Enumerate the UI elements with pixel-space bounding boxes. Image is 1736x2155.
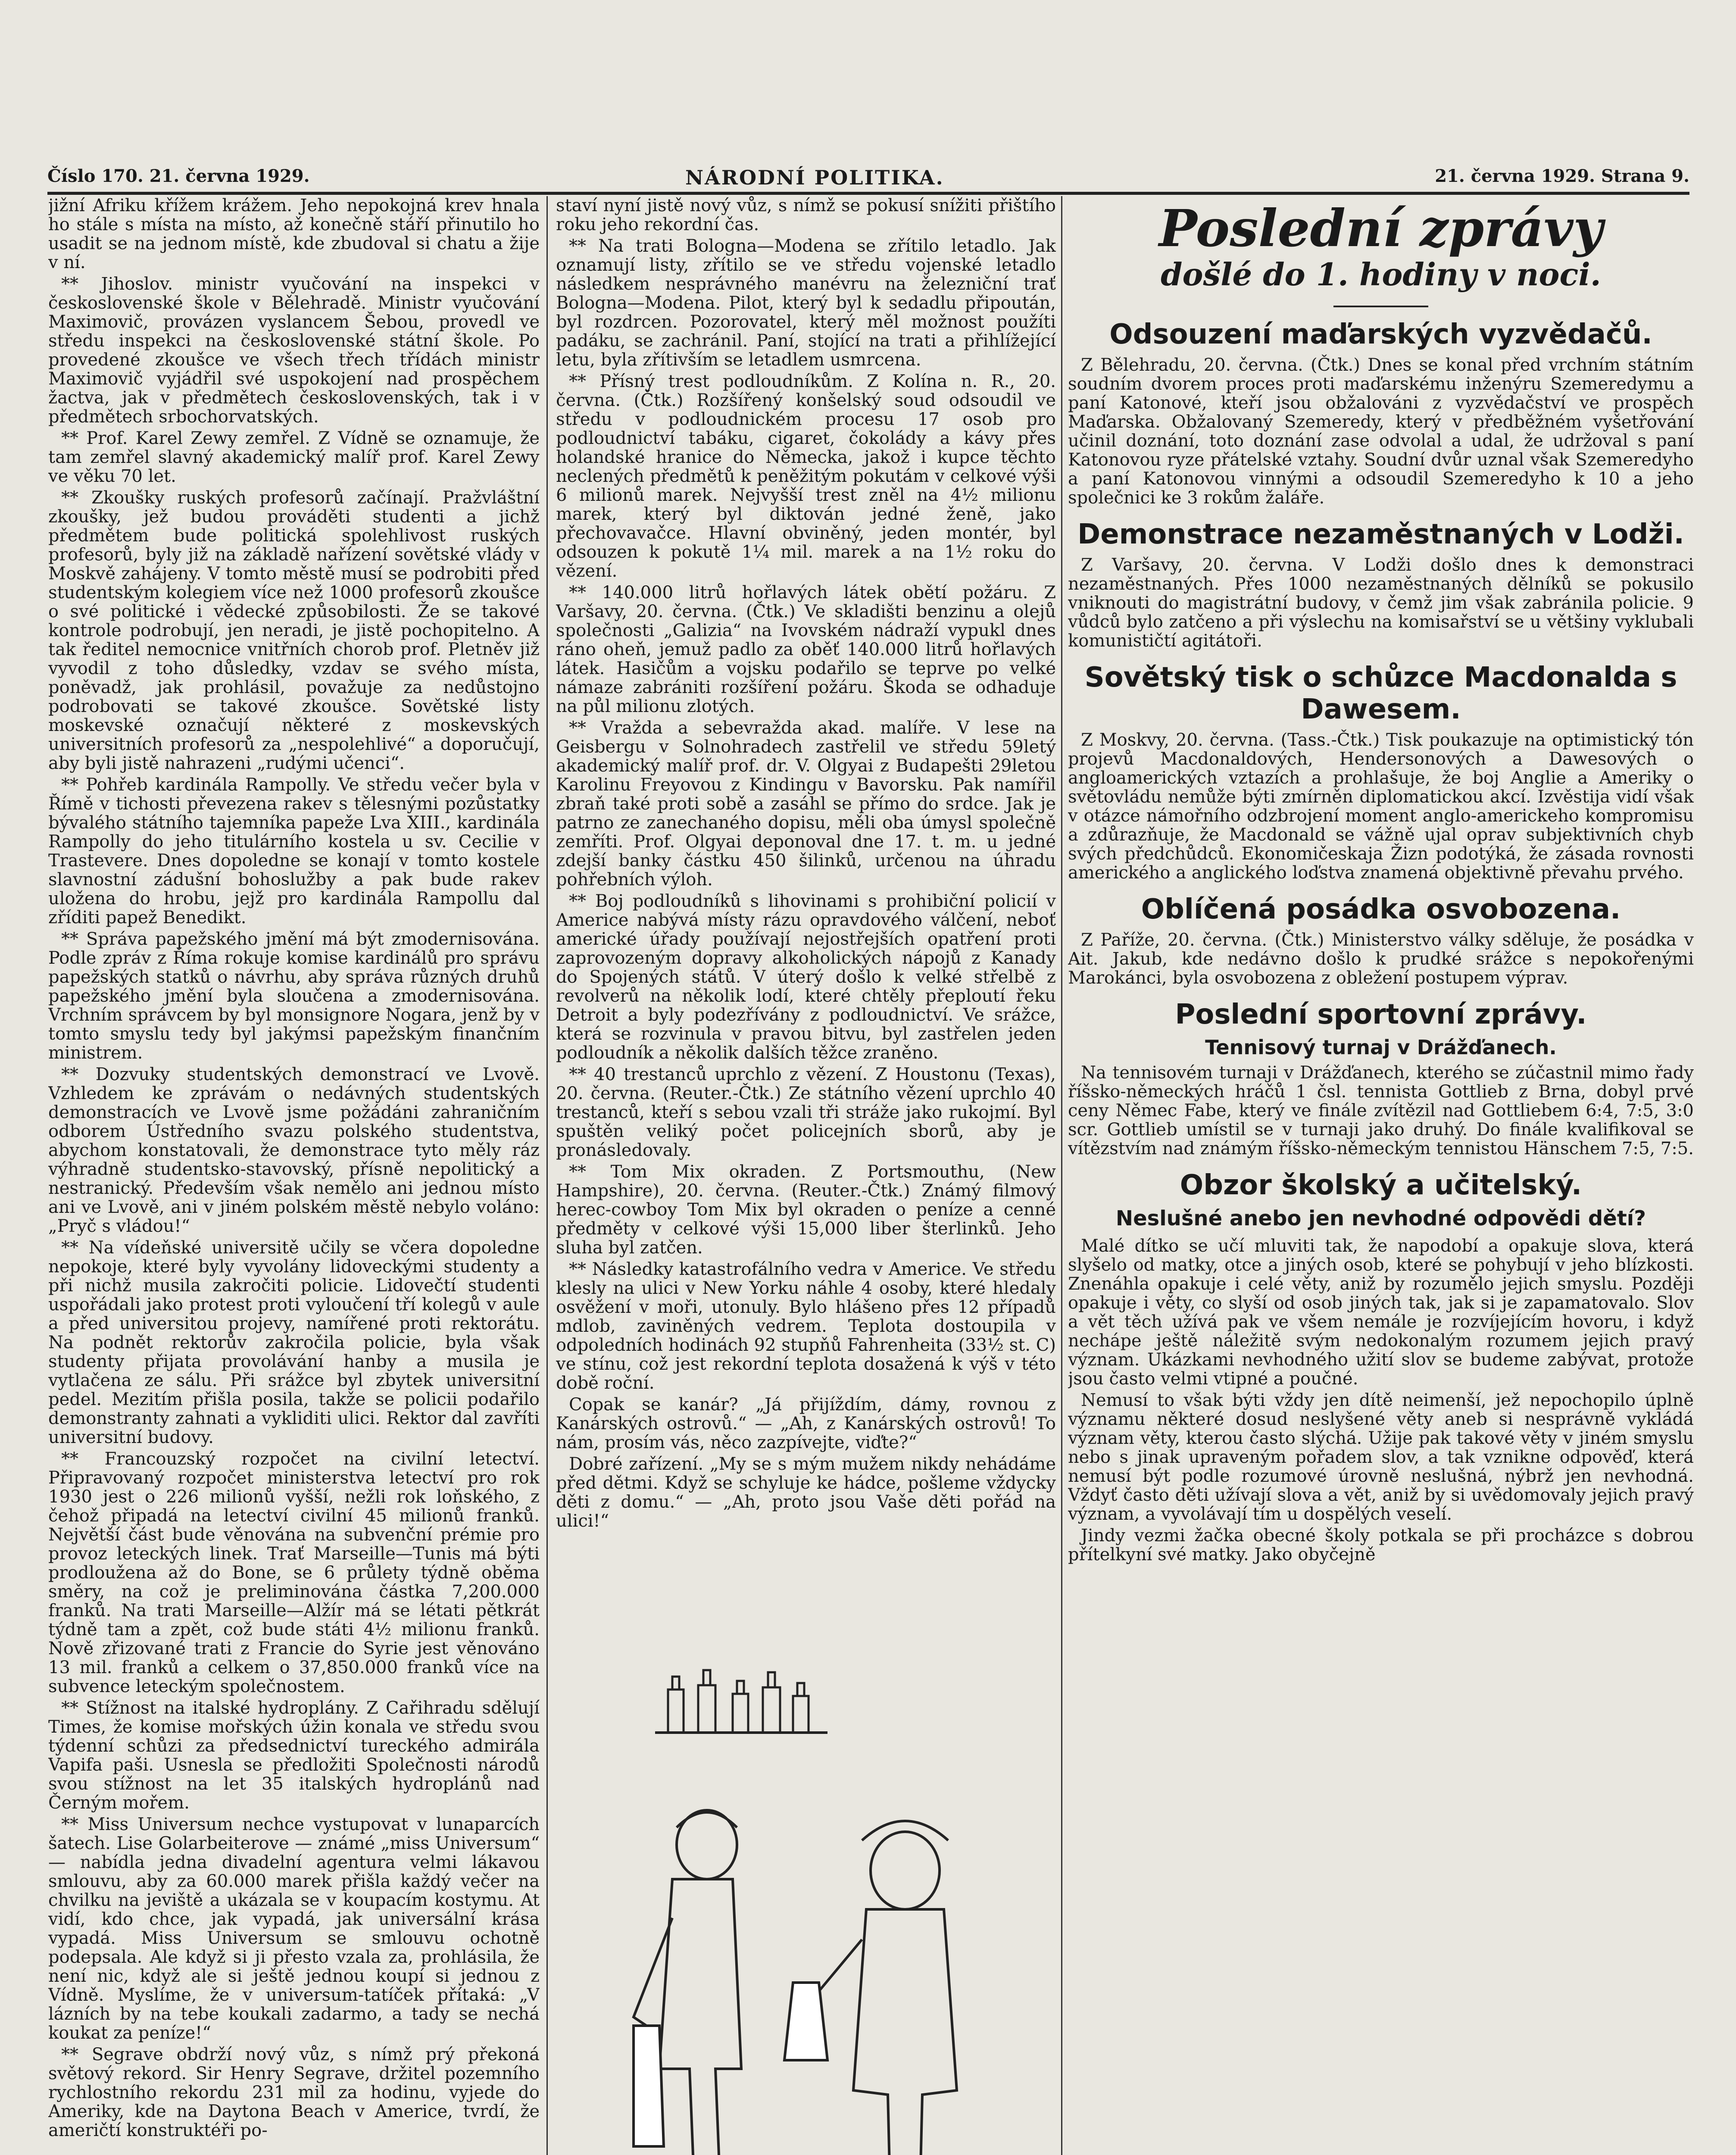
column-2: [556, 196, 1056, 1627]
article-title: Poslední sportovní zprávy.: [1175, 999, 1587, 1031]
article-paragraph: ** Pohřeb kardinála Rampolly. Ve středu večer byla v Římě v tichosti převezena rakev s tělesnými pozůstatky bývalého státního tajemníka papeže Lva XIII., kardinála Rampolly do jeho titulárního kostela u sv. Cecilie v Trastevere. Dnes dopoledne se konají v tomto kostele slavnostní zádušní bohoslužby a pak bude rakev uložena do hrobu, jejž pro kardinála Rampollu dal zříditi papež Benedikt.: [48, 775, 540, 928]
article-paragraph: Na tennisovém turnaji v Drážďanech, kterého se zúčastnil mimo řady říšsko-německých hráčů 1 čsl. tennista Gottlieb z Brna, dobyl prvé ceny Němec Fabe, který ve finále zvítězil nad Gottliebem 6:4, 7:5, 3:0 scr. Gottlieb umístil se v turnaji jako druhý. Do finále kvalifikoval se vítězstvím nad známým říšsko-německým tennistou Hänschem 7:5, 7:5.: [1068, 1063, 1694, 1159]
article-paragraph: Copak se kanár? „Já přijíždím, dámy, rovnou z Kanárských ostrovů.“ — „Ah, z Kanárských ostrovů! To nám, prosím vás, něco zazpívejte, viďte?“: [556, 1395, 1056, 1452]
cartoon-illustration: [560, 1638, 1052, 2155]
article-title: Demonstrace nezaměstnaných v Lodži.: [1077, 518, 1684, 550]
column-1: [48, 196, 540, 2155]
article-paragraph: ** Segrave obdrží nový vůz, s nímž prý překoná světový rekord. Sir Henry Segrave, držitel pozemního rychlostního rekordu 231 mil za hodinu, vyjede do Ameriky, kde na Daytona Beach v Americe, tvrdí, že američtí konstruktéři po-: [48, 2045, 540, 2140]
article-paragraph: ** Vražda a sebevražda akad. malíře. V lese na Geisbergu v Solnohradech zastřelil ve středu 59letý akademický malíř prof. dr. V. Olgyai z Budapešti 29letou Karolinu Freyovou z Kindingu v Bavorsku. Pak namířil zbraň také proti sobě a zasáhl se přímo do srdce. Jak je patrno ze zanechaného dopisu, měli oba úmysl společně zemříti. Prof. Olgyai deponoval dne 17. t. m. u jedné zdejší banky částku 450 šilinků, určenou na úhradu pohřebních výloh.: [556, 718, 1056, 890]
article-paragraph: ** Miss Universum nechce vystupovat v lunaparcích šatech. Lise Golarbeiterove — známé „miss Universum“ — nabídla jedna divadelní agentura velmi lákavou smlouvu, aby za 60.000 marek přišla každý večer na chvilku na jeviště a ukázala se v koupacím kostymu. At vidí, kdo chce, jak vypadá, jak universální krása vypadá. Miss Universum se smlouvu ochotně podepsala. Ale když si ji přesto vzala za, prohlásila, že není nic, když ale si ještě jednou koupí si jednou z Vídně. Myslíme, že v universum-tatíček přítaká: „V lázních by na tebe koukali zadarmo, a tady se nechá koukat za peníze!“: [48, 1815, 540, 2043]
article-paragraph: ** Na vídeňské universitě učily se včera dopoledne nepokoje, které byly vyvolány lidoveckými studenty a při nichž musila zakročiti policie. Lidovečtí studenti uspořádali jako protest proti vyloučení tří kolegů v aule a před universitou projevy, namířené proti rektorátu. Na podnět rektorův zakročila policie, byla však studenty přijata provolávání hanby a musila je vytlačena ze sálu. Při srážce byl zbytek universitní pedel. Mezitím přišla posila, takže se policii podařilo demonstranty zahnati a vykliditi ulici. Rektor dal zavříti universitní budovy.: [48, 1238, 540, 1447]
article-paragraph: ** Zkoušky ruských profesorů začínají. Pražvláštní zkoušky, jež budou prováděti studenti a jichž předmětem bude politická spolehlivost ruských profesorů, byly již na základě nařízení sovětské vlády v Moskvě zahájeny. V tomto městě musí se podrobiti před studentským kolegiem více než 1000 profesorů zkoušce o své politické i vědecké způsobilosti. Že se takové kontrole podrobují, jen neradi, je jistě pochopitelno. A tak ředitel nemocnice vnitřních chorob prof. Pletněv již vyvodil z toho důsledky, vzdav se svého místa, poněvadž, jak prohlásil, považuje za nedůstojno podrobovati se takové zkoušce. Sovětské listy moskevské označují některé z moskevských universitních profesorů za „nespolehlivé“ a doporučují, aby byli jistě nahrazeni „rudými učenci“.: [48, 488, 540, 773]
article-paragraph: ** Správa papežského jmění má být zmodernisována. Podle zpráv z Říma rokuje komise kardinálů pro správu papežských statků o návrhu, aby správa různých druhů papežského jmění byla sloučena a zmodernisována. Vrchním správcem by byl monsignore Nogara, jenž by v tomto smyslu tedy byl jakýmsi papežským finančním ministrem.: [48, 929, 540, 1063]
title-divider: [1333, 306, 1428, 307]
article-paragraph: Malé dítko se učí mluviti tak, že napodobí a opakuje slova, která slyšelo od matky, otce a jiných osob, které se pohybují v jeho blízkosti. Znenáhla opakuje i celé věty, aniž by rozumělo jejich smyslu. Později opakuje i věty, co slyší od osob jiných tak, jak si je zapamatovalo. Slov a vět těch užívá pak ve všem nemále je rozvíjejícím hovoru, i když nechápe ještě náležitě svým nedokonalým rozumem jejich pravý význam. Ukázkami nevhodného užití slov se budeme zabývat, protože jsou často velmi vtipné a poučné.: [1068, 1236, 1694, 1389]
article-title: Odsouzení maďarských vyzvědačů.: [1109, 319, 1652, 350]
article-paragraph: ** 140.000 litrů hořlavých látek obětí požáru. Z Varšavy, 20. června. (Čtk.) Ve skladišti benzinu a olejů společnosti „Galizia“ na Ivovském nádraží vypukl dnes ráno oheň, jemuž padlo za oběť 140.000 litrů hořlavých látek. Hasičům a vojsku podařilo se teprve po velké námaze zabrániti rozšíření požáru. Škoda se odhaduje na půl milionu zlotých.: [556, 583, 1056, 716]
page-header: [47, 166, 1689, 192]
article-title: Sovětský tisk o schůzce Macdonalda s Dawesem.: [1084, 662, 1677, 725]
article-paragraph: ** Jihoslov. ministr vyučování na inspekci v československé škole v Bělehradě. Ministr vyučování Maximovič, provázen vyslancem Šebou, provedl ve středu inspekci na československé státní škole. Po provedené zkoušce ve všech třech třídách ministr Maximovič vyjádřil své uspokojení nad prospěchem žactva, jak v předmětech československých, tak i v předmětech srbochorvatských.: [48, 274, 540, 427]
date-page: 21. června 1929. Strana 9.: [1435, 166, 1689, 186]
left-man-figure: [634, 1810, 741, 2155]
article-paragraph: ** Dozvuky studentských demonstrací ve Lvově. Vzhledem ke zprávám o nedávných studentských demonstracích ve Lvově jsme požádáni zahraničním odborem Ústředního svazu polského studentstva, abychom konstatovali, že demonstrace tyto měly ráz výhradně studentsko-stavovský, přísně nepolitický a nestranický. Především však nemělo ani jednou místo ani ve Lvově, ani v jiném polském městě nebylo voláno: „Pryč s vládou!“: [48, 1065, 540, 1236]
article-subtitle: Neslušné anebo jen nevhodné odpovědi dětí?: [1115, 1206, 1646, 1231]
article-paragraph: Z Bělehradu, 20. června. (Čtk.) Dnes se konal před vrchním státním soudním dvorem proces proti maďarskému inženýru Szemeredymu a paní Katonové, kteří jsou obžalováni z vyzvědačství ve prospěch Maďarska. Obžalovaný Szemeredy, který v předběžném vyšetřování učinil doznání, toto doznání zase odvolal a udal, že udržoval s paní Katonovou ryze přátelské vztahy. Soudní dvůr uznal však Szemeredyho a paní Katonovou vinnými a odsoudil Szemeredyho k 10 a jeho společnici ke 3 rokům žaláře.: [1068, 355, 1694, 508]
article-paragraph: Dobré zařízení. „My se s mým mužem nikdy nehádáme před dětmi. Když se schyluje ke hádce, pošleme vždycky děti z domu.“ — „Ah, proto jsou Vaše děti pořád na ulici!“: [556, 1454, 1056, 1531]
article-paragraph: ** Následky katastrofálního vedra v Americe. Ve středu klesly na ulici v New Yorku náhle 4 osoby, které hledaly osvěžení v moři, utonuly. Bylo hlášeno přes 12 případů mdlob, zaviněných vedrem. Teplota dostoupila v odpoledních hodinách 92 stupňů Fahrenheita (33½ st. C) ve stínu, což jest rekordní teplota dosažená k výš v této době roční.: [556, 1259, 1056, 1393]
article-paragraph: ** Stížnost na italské hydroplány. Z Cařihradu sdělují Times, že komise mořských úžin konala ve středu svou týdenní schůzi za předsednictví tureckého admirála Vapifa paši. Usnesla se předložiti Společnosti národů svou stížnost na let 35 italských hydroplánů nad Černým mořem.: [48, 1698, 540, 1813]
article-paragraph: Z Moskvy, 20. června. (Tass.-Čtk.) Tisk poukazuje na optimistický tón projevů Macdonaldových, Hendersonových a Dawesových o angloamerických vztazích a prohlašuje, že boj Anglie a Ameriky o světovládu nemůže býti zmírněn diplomatickou akcí. Izvěstija vidí však v otázce námořního odzbrojení moment anglo-americkeho kompromisu a zdůrazňuje, že Macdonald se vážně ujal oprav subjektivních chyb svých předchůdců. Ekonomičeskaja Žizn podotýká, že zásada rovnosti amerického a anglického loďstva znamená objektivně převahu prvého.: [1068, 730, 1694, 883]
article-paragraph: ** Prof. Karel Zewy zemřel. Z Vídně se oznamuje, že tam zemřel slavný akademický malíř prof. Karel Zewy ve věku 70 let.: [48, 428, 540, 486]
article-paragraph: ** Boj podloudníků s lihovinami s prohibiční policií v Americe nabývá místy rázu opravdového válčení, neboť americké úřady používají nejostřejších opatření proti zaprovozeným dopravy alkoholických nápojů z Kanady do Spojených států. V úterý došlo k velké střelbě z revolverů na několik lodí, které chtěly přeploutí řeku Detroit a byly podezřívány z podloudnictví. Ve srážce, která se rozvinula v pravou bitvu, byl zastřelen jeden podloudník a několik dalších těžce zraněno.: [556, 891, 1056, 1063]
column-3: [1068, 196, 1694, 2155]
latest-news-subtitle: došlé do 1. hodiny v noci.: [1161, 256, 1601, 293]
article-title: Oblíčená posádka osvobozena.: [1141, 893, 1621, 925]
column-divider-2: [1061, 196, 1062, 2155]
issue-number: Číslo 170. 21. června 1929.: [47, 166, 310, 186]
article-paragraph: jižní Afriku křížem krážem. Jeho nepokojná krev hnala ho stále s místa na místo, až konečně stáří přinutilo ho usadit se na jednom místě, kde zbudoval si chatu a žije v ní.: [48, 196, 540, 272]
article-paragraph: Nemusí to však býti vždy jen dítě neimenší, jež nepochopilo úplně významu některé dosud neslyšené věty aneb si nesprávně vykládá význam věty, kterou často slýchá. Užije pak takové věty v jiném smyslu nebo s jinak upraveným pořadem slov, a tak vznikne odpověď, která nemusí být podle rozumové úrovně neslušná, nýbrž jen nevhodná. Vždyť často děti užívají slova a vět, aniž by si uvědomovaly jejich pravý význam, a vyvolávají tím u dospělých veselí.: [1068, 1390, 1694, 1524]
article-paragraph: ** 40 trestanců uprchlo z vězení. Z Houstonu (Texas), 20. června. (Reuter.-Čtk.) Ze státního vězení uprchlo 40 trestanců, kteří s sebou vzali tři stráže jako rukojmí. Byl spuštěn veliký počet policejních sborů, aby je pronásledovaly.: [556, 1065, 1056, 1160]
article-paragraph: staví nyní jistě nový vůz, s nímž se pokusí snížiti přištího roku jeho rekordní čas.: [556, 196, 1056, 234]
article-title: Obzor školský a učitelský.: [1180, 1169, 1582, 1201]
masthead: NÁRODNÍ POLITIKA.: [685, 166, 944, 189]
article-paragraph: Jindy vezmi žačka obecné školy potkala se při procházce s dobrou přítelkyní své matky. Jako obyčejně: [1068, 1526, 1694, 1565]
column-divider-1: [546, 196, 548, 2155]
right-man-figure: [784, 1821, 957, 2155]
article-paragraph: ** Na trati Bologna—Modena se zřítilo letadlo. Jak oznamují listy, zřítilo se ve středu vojenské letadlo následkem nesprávného manévru na železniční trať Bologna—Modena. Pilot, který byl k sedadlu připoután, byl rozdrcen. Pozorovatel, který měl možnost použíti padáku, se zachránil. Paní, stojící na trati a přihlížející letu, byla zřítivším se letadlem usmrcena.: [556, 236, 1056, 370]
article-paragraph: ** Přísný trest podloudníkům. Z Kolína n. R., 20. června. (Čtk.) Rozšířený konšelský soud odsoudil ve středu v podloudnickém procesu 17 osob pro podloudnictví tabáku, cigaret, čokolády a kávy přes holandské hranice do Německa, jakož i kupce těchto neclených předmětů k peněžitým pokutám v celkové výši 6 milionů marek. Nejvyšší trest zněl na 4½ milionu marek, který byl diktován jedné ženě, jako přechovavačce. Hlavní obviněný, jeden montér, byl odsouzen k pokutě 1¼ mil. marek a na 1½ roku do vězení.: [556, 372, 1056, 581]
article-paragraph: Z Varšavy, 20. června. V Lodži došlo dnes k demonstraci nezaměstnaných. Přes 1000 nezaměstnaných dělníků se pokusilo vniknouti do magistrátní budovy, v čemž jim však zabránila policie. 9 vůdců bylo zatčeno a při výslechu na komisařství se u většiny vyklubali komunističtí agitátoři.: [1068, 555, 1694, 651]
header-rule: [47, 192, 1689, 195]
bottles-icon: [668, 1670, 809, 1733]
article-paragraph: Z Paříže, 20. června. (Čtk.) Ministerstvo války sděluje, že posádka v Ait. Jakub, kde nedávno došlo k prudké srážce s nepokořenými Marokánci, byla osvobozena z obležení postupem výprav.: [1068, 930, 1694, 988]
article-subtitle: Tennisový turnaj v Drážďanech.: [1205, 1036, 1557, 1059]
latest-news-title: Poslední zprávy: [1158, 198, 1603, 258]
article-paragraph: ** Francouzský rozpočet na civilní letectví. Připravovaný rozpočet ministerstva letectví pro rok 1930 jest o 226 milionů vyšší, nežli rok loňského, z čehož připadá na letectví civilní 45 milionů franků. Největší část bude věnována na subvenční prémie pro provoz leteckých linek. Trať Marseille—Tunis má býti prodloužena až do Bone, se 6 průlety týdně oběma směry, na což je preliminována částka 7,200.000 franků. Na trati Marseille—Alžír má se létati pětkrát týdně tam a zpět, což bude státi 4½ milionu franků. Nově zřizované trati z Francie do Syrie jest věnováno 13 mil. franků a celkem o 37,850.000 franků více na subvence leteckým společnostem.: [48, 1449, 540, 1696]
article-paragraph: ** Tom Mix okraden. Z Portsmouthu, (New Hampshire), 20. června. (Reuter.-Čtk.) Známý filmový herec-cowboy Tom Mix byl okraden o peníze a cenné předměty v celkové výši 15,000 liber šterlinků. Jeho sluha byl zatčen.: [556, 1162, 1056, 1258]
